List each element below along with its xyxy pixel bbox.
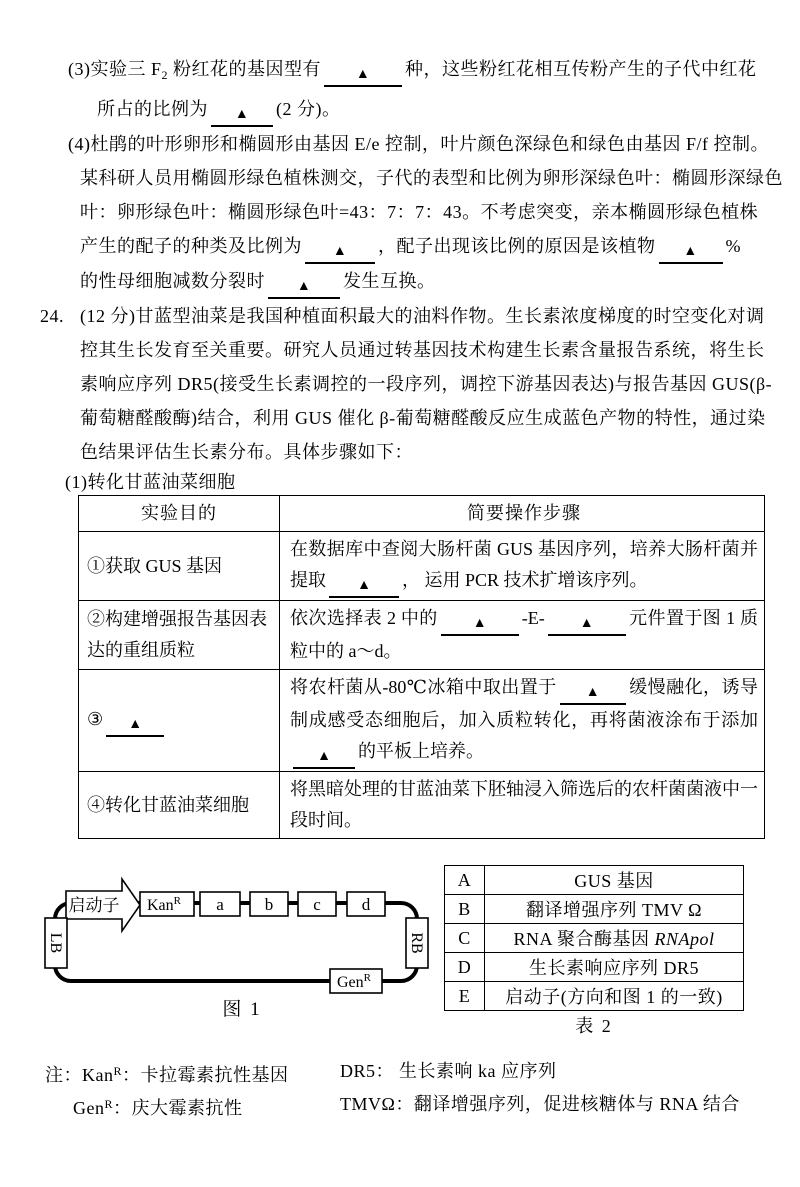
answer-blank: ▲ [211, 107, 273, 127]
steps-cell-3: 将农杆菌从-80℃冰箱中取出置于 ▲ 缓慢融化，诱导制成感受态细胞后，加入质粒转化，再将菌液涂布于添加▲ 的平板上培养。 [280, 670, 765, 772]
footnotes [45, 1055, 800, 1121]
procedure-table [78, 495, 765, 839]
q24-intro-line-3: 素响应序列 DR5(接受生长素调控的一段序列，调控下游基因表达)与报告基因 GUS(β- [80, 374, 773, 394]
subscript: 2 [161, 68, 168, 82]
table-row [445, 982, 744, 1011]
footnote-line-1 [45, 1055, 800, 1088]
question-number: 24. [40, 306, 64, 326]
t2-val-b: 翻译增强序列 TMV Ω [485, 895, 744, 924]
q24-intro-text-1: (12 分)甘蓝型油菜是我国种植面积最大的油料作物。生长素浓度梯度的时空变化对调 [80, 306, 765, 326]
footnote-line-2 [45, 1088, 800, 1121]
note-tmv: TMVΩ：翻译增强序列，促进核糖体与 RNA 结合 [340, 1094, 740, 1114]
note-dr5: DR5： 生长素响 ka 应序列 [340, 1061, 557, 1081]
answer-blank: ▲ [560, 685, 626, 705]
answer-blank: ▲ [305, 244, 375, 264]
superscript: R [113, 1064, 123, 1078]
t2-key-d: D [445, 953, 485, 982]
note-kan: Kan$^R$：卡拉霉素抗性基因 [82, 1064, 289, 1085]
answer-blank: ▲ [106, 717, 164, 737]
t2-key-c: C [445, 924, 485, 953]
q23-part3-line-2: 所占的比例为 ▲ (2 分)。 [97, 92, 800, 127]
table2-caption: 表 2 [575, 1016, 613, 1036]
q23-part4-line-5: 的性母细胞减数分裂时 ▲ 发生互换。 [80, 264, 800, 299]
answer-blank: ▲ [548, 616, 626, 636]
table-row [79, 772, 765, 839]
t2-val-d: 生长素响应序列 DR5 [485, 953, 744, 982]
header-steps: 简要操作步骤 [280, 496, 765, 532]
table-row [445, 924, 744, 953]
note-prefix: 注： [45, 1065, 82, 1085]
q23-part4-line-1: (4)杜鹃的叶形卵形和椭圆形由基因 E/e 控制，叶片颜色深绿色和绿色由基因 F/f 控制。 [68, 134, 769, 154]
t2-key-b: B [445, 895, 485, 924]
steps-cell-1: 在数据库中查阅大肠杆菌 GUS 基因序列，培养大肠杆菌并提取 ▲ ， 运用 PCR 技术扩增该序列。 [280, 532, 765, 601]
table2-wrap [444, 865, 744, 1041]
slot-label-d: d [361, 895, 371, 914]
table-row [79, 601, 765, 670]
kan-label: Kan$^R$ [147, 895, 181, 914]
superscript: R [104, 1097, 114, 1111]
t2-val-e: 启动子(方向和图 1 的一致) [485, 982, 744, 1011]
answer-blank: ▲ [324, 67, 402, 87]
slot-label-c: c [313, 895, 321, 914]
gen-label: Gen$^R$ [337, 972, 371, 991]
answer-blank: ▲ [268, 279, 340, 299]
slot-label-b: b [264, 895, 274, 914]
header-goal: 实验目的 [79, 496, 280, 532]
q24-intro-line-2: 控其生长发育至关重要。研究人员通过转基因技术构建生长素含量报告系统，将生长 [80, 340, 765, 360]
steps-cell-4: 将黑暗处理的甘蓝油菜下胚轴浸入筛选后的农杆菌菌液中一段时间。 [280, 772, 765, 839]
q24-step1-heading: (1)转化甘蓝油菜细胞 [65, 472, 236, 492]
t2-key-e: E [445, 982, 485, 1011]
q23-part3-line-1: (3)实验三 $F_2$ 粉红花的基因型有 ▲ 种，这些粉红花相互传粉产生的子代中红花 [68, 52, 800, 92]
slot-label-a: a [216, 895, 224, 914]
goal-cell-1: ①获取 GUS 基因 [79, 532, 280, 601]
q23-part4-line-4: 产生的配子的种类及比例为 ▲ ，配子出现该比例的原因是该植物 ▲ % [80, 229, 800, 264]
t2-val-c: RNA 聚合酶基因 RNApol [485, 924, 744, 953]
promoter-label: 启动子 [68, 896, 120, 915]
answer-blank: ▲ [329, 578, 399, 598]
answer-blank: ▲ [293, 749, 355, 769]
elements-table [444, 865, 744, 1011]
answer-blank: ▲ [659, 244, 723, 264]
procedure-table-header-row [79, 496, 765, 532]
table-row [445, 895, 744, 924]
q24-intro-line-1 [40, 299, 800, 333]
table-row [445, 953, 744, 982]
t2-val-a: GUS 基因 [485, 866, 744, 895]
goal-cell-3: ③ ▲ [79, 670, 280, 772]
t2-key-a: A [445, 866, 485, 895]
figure-and-table2-row [40, 865, 800, 1041]
rb-label: RB [408, 932, 425, 954]
q23-part4-line-2: 某科研人员用椭圆形绿色植株测交，子代的表型和比例为卵形深绿色叶：椭圆形深绿色 [80, 168, 783, 188]
goal-cell-2: ②构建增强报告基因表达的重组质粒 [79, 601, 280, 670]
table-row [79, 532, 765, 601]
table-row [79, 670, 765, 772]
lb-label: LB [47, 932, 64, 954]
answer-blank: ▲ [441, 616, 519, 636]
steps-cell-2: 依次选择表 2 中的 ▲ -E- ▲ 元件置于图 1 质粒中的 a～d。 [280, 601, 765, 670]
q24-intro-line-4: 葡萄糖醛酸酶)结合，利用 GUS 催化 β-葡萄糖醛酸反应生成蓝色产物的特性，通过染 [80, 408, 766, 428]
italic-text: RNApol [654, 929, 715, 949]
goal-cell-4: ④转化甘蓝油菜细胞 [79, 772, 280, 839]
table-row [445, 866, 744, 895]
plasmid-figure [40, 865, 440, 1030]
figure1-caption: 图 1 [222, 999, 262, 1020]
q23-part4-line-3: 叶：卵形绿色叶：椭圆形绿色叶=43：7：7：43。不考虑突变，亲本椭圆形绿色植株 [80, 202, 759, 222]
q24-intro-line-5: 色结果评估生长素分布。具体步骤如下： [80, 442, 413, 462]
note-gen: Gen$^R$：庆大霉素抗性 [73, 1097, 243, 1118]
